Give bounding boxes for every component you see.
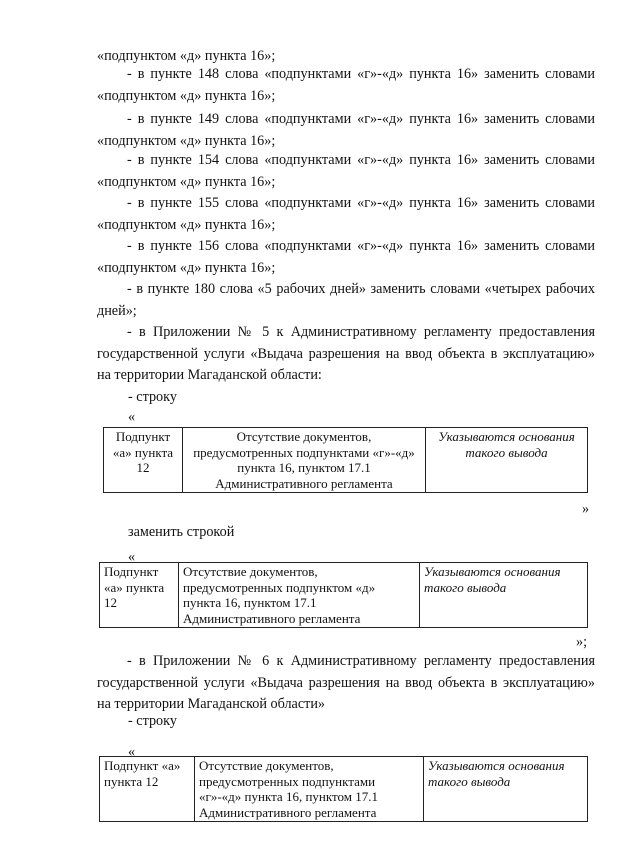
paragraph-appendix-6: - в Приложении № 6 к Административному регламенту предоставления государственной услуги «Выдача разрешения на ввод объекта в эксплуатацию» на территории Магаданской области» [97,653,595,713]
table-row-old-1 [103,427,588,493]
table-cell: Отсутствие документов, предусмотренных подпунктами «г»-«д» пункта 16, пунктом 17.1 Административного регламента [183,428,426,493]
open-quote: « [128,409,136,425]
paragraph-item-156: - в пункте 156 слова «подпунктами «г»-«д» пункта 16» заменить словами «подпунктом «д» пункта 16»; [97,238,595,276]
text-line: «подпунктом «д» пункта 16»; [97,48,276,64]
table-cell: Отсутствие документов, предусмотренных подпунктами «г»-«д» пункта 16, пунктом 17.1 Административного регламента [195,757,424,822]
close-quote: »; [576,634,588,650]
table-cell: Подпункт «а» пункта 12 [100,757,195,822]
open-quote: « [128,549,136,565]
table-cell: Подпункт «а» пункта 12 [104,428,183,493]
table-cell: Указываются основания такого вывода [424,757,588,822]
paragraph-item-149: - в пункте 149 слова «подпунктами «г»-«д» пункта 16» заменить словами «подпунктом «д» пункта 16»; [97,111,595,149]
paragraph-item-148: - в пункте 148 слова «подпунктами «г»-«д» пункта 16» заменить словами «подпунктом «д» пункта 16»; [97,66,595,104]
table-cell: Подпункт «а» пункта 12 [100,563,179,628]
table-cell: Указываются основания такого вывода [426,428,588,493]
text-line-replace: заменить строкой [128,524,235,540]
text-line-stroku: - строку [128,713,177,729]
table-cell: Указываются основания такого вывода [420,563,588,628]
paragraph-item-154: - в пункте 154 слова «подпунктами «г»-«д» пункта 16» заменить словами «подпунктом «д» пункта 16»; [97,152,595,190]
paragraph-item-180: - в пункте 180 слова «5 рабочих дней» заменить словами «четырех рабочих дней»; [97,281,595,319]
table-row-old-2 [99,756,588,822]
close-quote: » [582,501,590,517]
paragraph-appendix-5: - в Приложении № 5 к Административному регламенту предоставления государственной услуги «Выдача разрешения на ввод объекта в эксплуатацию» на территории Магаданской области: [97,324,595,384]
table-row-new-1 [99,562,588,628]
text-line-stroku: - строку [128,389,177,405]
paragraph-item-155: - в пункте 155 слова «подпунктами «г»-«д» пункта 16» заменить словами «подпунктом «д» пункта 16»; [97,195,595,233]
open-quote: « [128,744,136,760]
table-cell: Отсутствие документов, предусмотренных подпунктом «д» пункта 16, пунктом 17.1 Административного регламента [179,563,420,628]
